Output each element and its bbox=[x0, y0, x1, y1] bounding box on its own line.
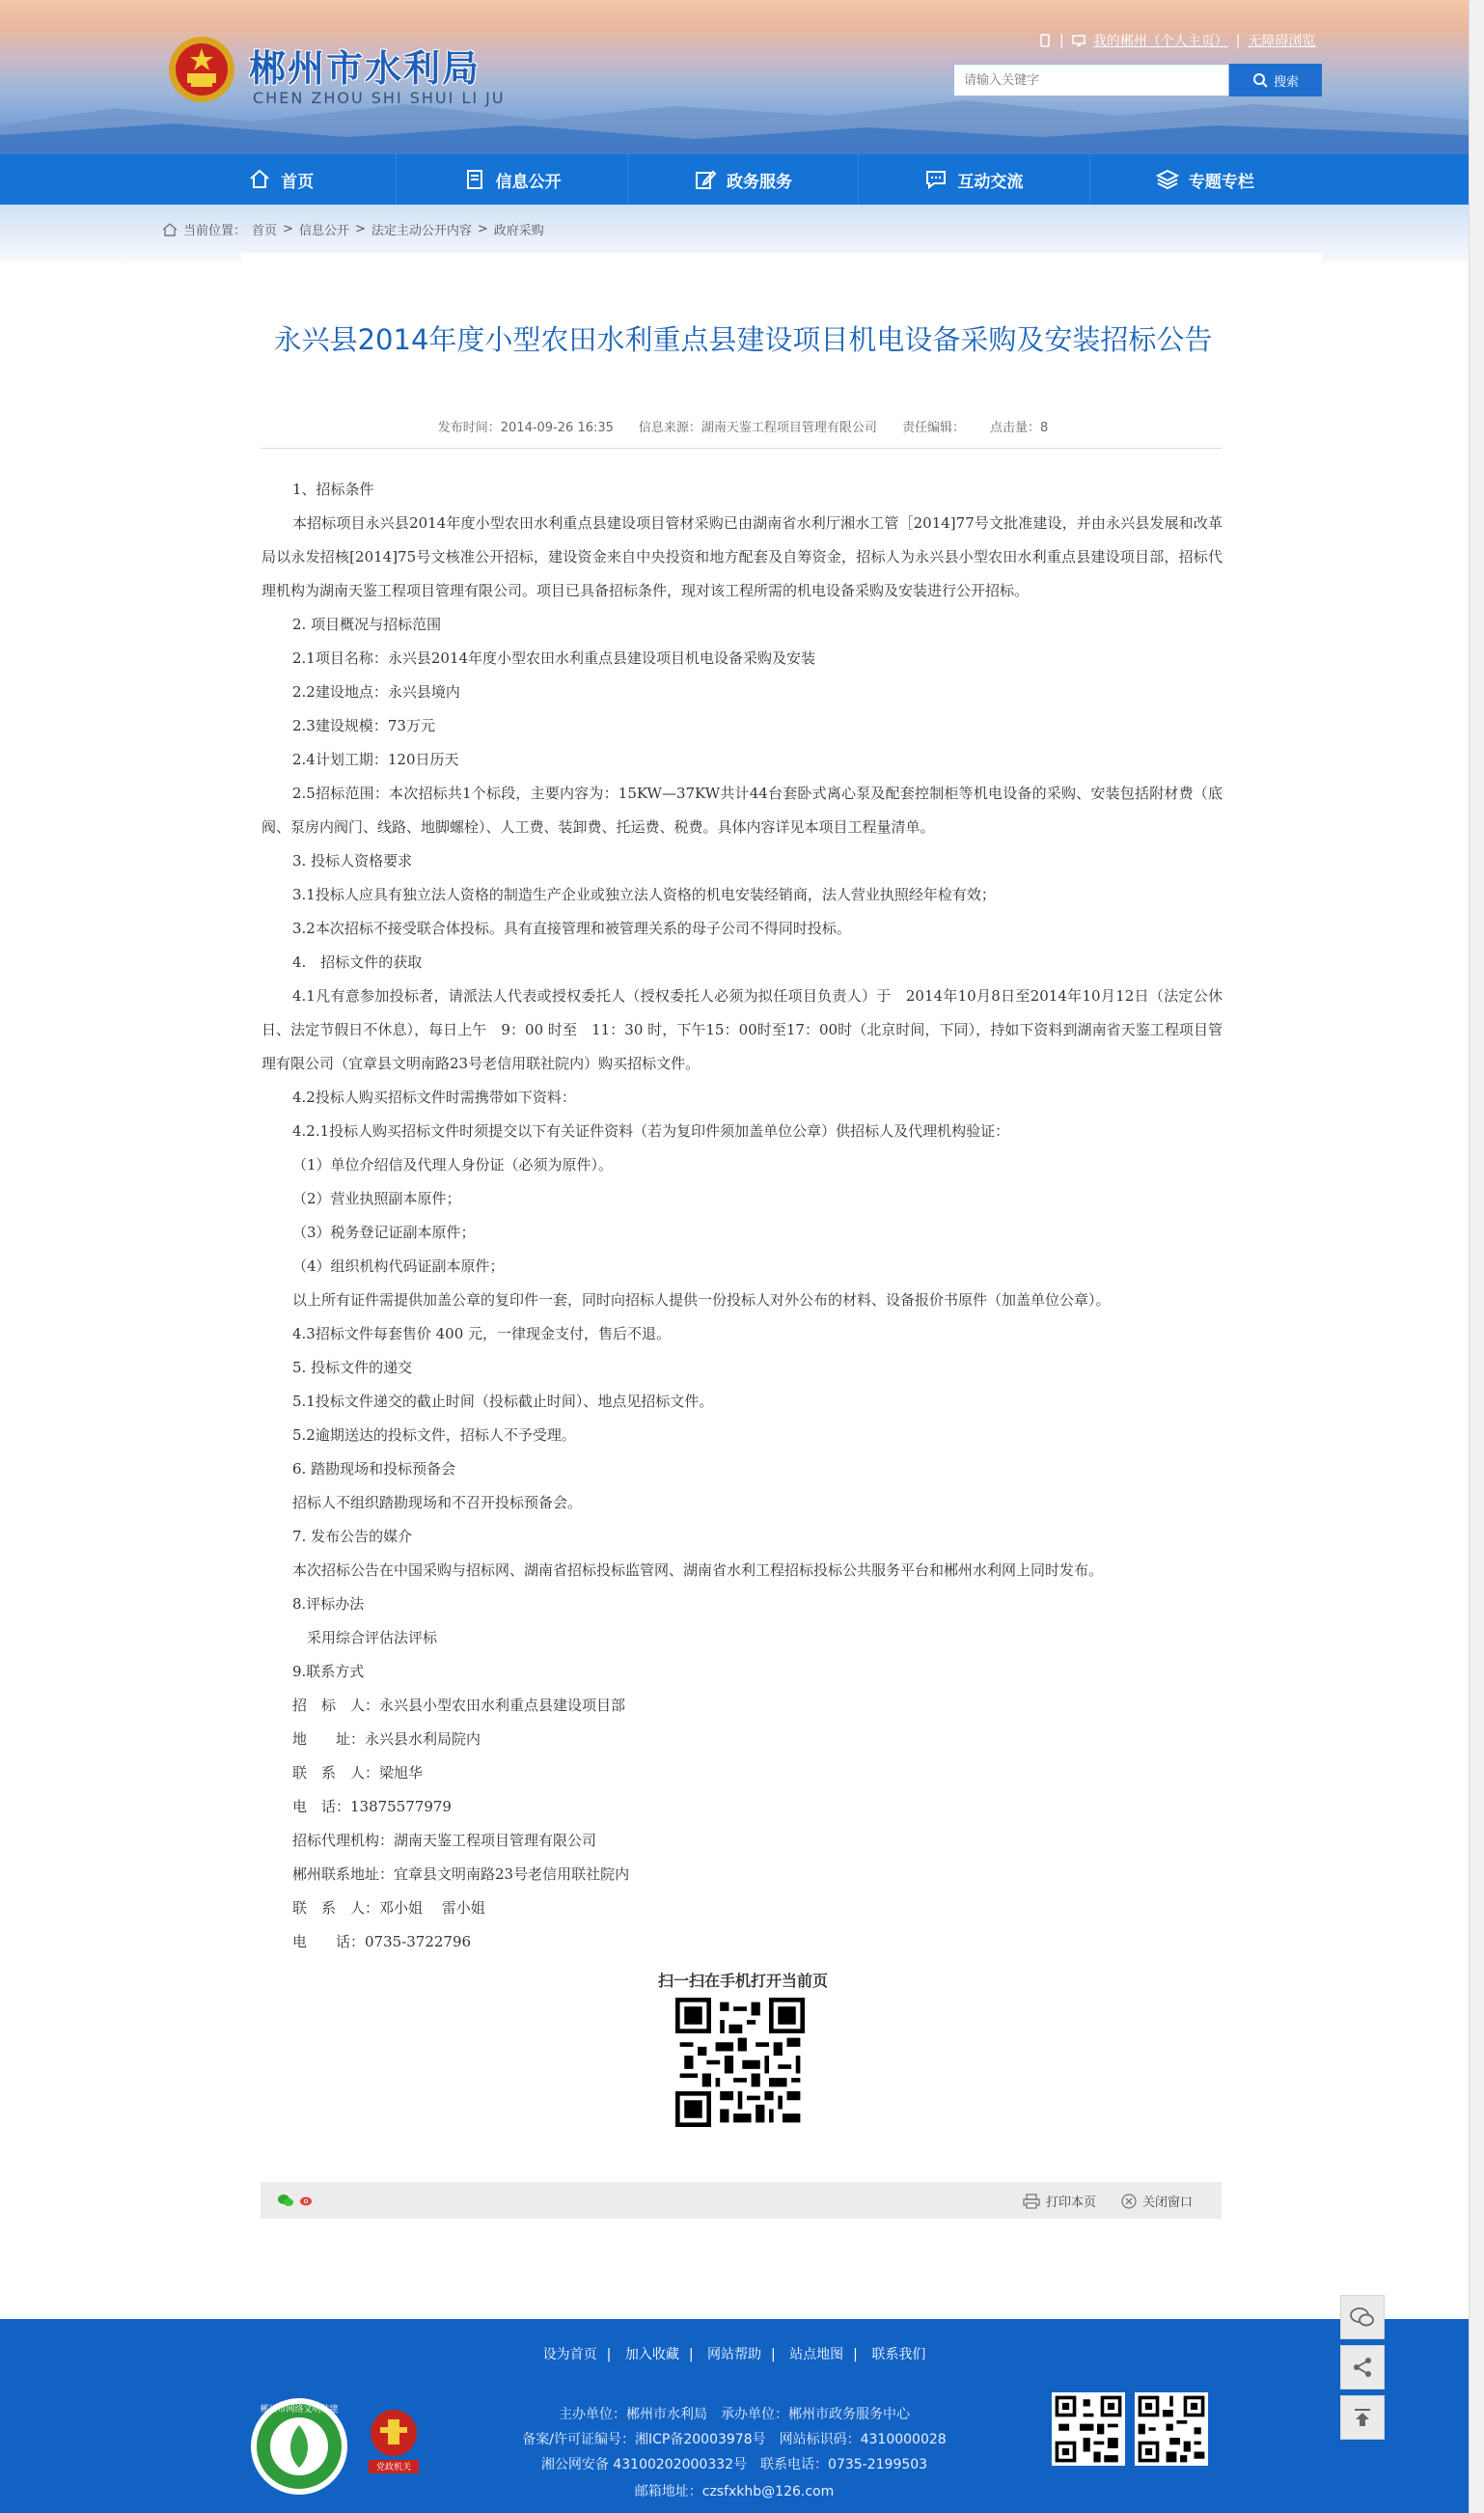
meta-divider bbox=[261, 448, 1222, 449]
paragraph: 3. 投标人资格要求 bbox=[292, 852, 413, 870]
paragraph: 2.2建设地点：永兴县境内 bbox=[292, 683, 460, 701]
paragraph: 电 话：0735-3722796 bbox=[292, 1933, 472, 1950]
footer-link-homepage[interactable]: 设为首页 bbox=[542, 2347, 597, 2362]
layers-icon bbox=[1156, 168, 1179, 191]
paragraph: 8.评标办法 bbox=[292, 1595, 365, 1613]
paragraph: 4.2投标人购买招标文件时需携带如下资料： bbox=[292, 1089, 576, 1106]
breadcrumb-prefix: 当前位置： bbox=[183, 224, 247, 238]
breadcrumb-legal[interactable]: 法定主动公开内容 bbox=[371, 224, 472, 238]
paragraph: 2.1项目名称：永兴县2014年度小型农田水利重点县建设项目机电设备采购及安装 bbox=[292, 649, 816, 667]
site-header bbox=[0, 0, 1469, 154]
click-count: 点击量：8 bbox=[989, 421, 1049, 435]
wechat-float-button[interactable] bbox=[1340, 2295, 1385, 2339]
paragraph: 7. 发布公告的媒介 bbox=[292, 1528, 413, 1545]
print-label: 打印本页 bbox=[1046, 2195, 1097, 2210]
printer-icon bbox=[1023, 2194, 1040, 2209]
paragraph: 郴州联系地址：宜章县文明南路23号老信用联社院内 bbox=[292, 1865, 630, 1883]
paragraph: 3.2本次招标不接受联合体投标。具有直接管理和被管理关系的母子公司不得同时投标。 bbox=[292, 920, 851, 937]
back-to-top-icon bbox=[1352, 2407, 1373, 2428]
home-icon bbox=[162, 223, 178, 236]
paragraph: 联 系 人：梁旭华 bbox=[292, 1764, 424, 1781]
paragraph: 电 话：13875577979 bbox=[292, 1798, 452, 1815]
paragraph: 招 标 人：永兴县小型农田水利重点县建设项目部 bbox=[292, 1697, 626, 1714]
badge1-text: 郴州市网络文明共建 bbox=[260, 2405, 339, 2415]
paragraph: 5.1投标文件递交的截止时间（投标截止时间）、地点见招标文件。 bbox=[292, 1393, 714, 1410]
paragraph: 采用综合评估法评标 bbox=[292, 1629, 438, 1646]
qr-caption: 扫一扫在手机打开当前页 bbox=[657, 1972, 828, 1990]
paragraph: 5. 投标文件的递交 bbox=[292, 1359, 413, 1376]
paragraph: 2. 项目概况与招标范围 bbox=[292, 616, 442, 633]
paragraph: （1）单位介绍信及代理人身份证（必须为原件）。 bbox=[292, 1156, 614, 1174]
paragraph: 2.4计划工期：120日历天 bbox=[292, 751, 459, 768]
share-float-button[interactable] bbox=[1340, 2345, 1385, 2389]
nav-item-interaction[interactable] bbox=[859, 154, 1089, 205]
site-subtitle: CHEN ZHOU SHI SHUI LI JU bbox=[253, 89, 506, 107]
search-button[interactable] bbox=[1229, 64, 1322, 97]
breadcrumb bbox=[162, 220, 544, 238]
nav-item-services[interactable] bbox=[628, 154, 859, 205]
qr-code-icon bbox=[675, 1998, 805, 2127]
breadcrumb-sep: > bbox=[477, 222, 488, 236]
wechat-share-icon[interactable] bbox=[278, 2194, 293, 2207]
footer-link-sitemap[interactable]: 站点地图 bbox=[789, 2347, 844, 2362]
paragraph: 3.1投标人应具有独立法人资格的制造生产企业或独立法人资格的机电安装经销商，法人营业执照经年检有效； bbox=[292, 886, 996, 903]
site-footer bbox=[0, 2319, 1469, 2513]
edit-icon bbox=[694, 168, 717, 191]
footer-links: 设为首页 | 加入收藏 | 网站帮助 | 站点地图 | 联系我们 bbox=[542, 2347, 926, 2362]
paragraph: 1、招标条件 bbox=[292, 481, 374, 498]
breadcrumb-procurement[interactable]: 政府采购 bbox=[493, 224, 544, 238]
info-source: 信息来源：湖南天鉴工程项目管理有限公司 bbox=[638, 421, 877, 435]
accessibility-link[interactable]: 无障碍浏览 bbox=[1248, 34, 1316, 49]
footer-police: 湘公网安备 43100202000332号 联系电话：0735-2199503 bbox=[540, 2457, 928, 2472]
responsible-editor: 责任编辑： bbox=[901, 421, 965, 435]
search-input[interactable] bbox=[954, 65, 1228, 96]
paragraph: 以上所有证件需提供加盖公章的复印件一套，同时向招标人提供一份投标人对外公布的材料、设备报价书原件（加盖单位公章）。 bbox=[292, 1291, 1111, 1309]
my-chenzhou-link[interactable]: 我的郴州（个人主页） bbox=[1092, 34, 1228, 49]
nav-label: 信息公开 bbox=[495, 172, 562, 192]
paragraph: 4.1凡有意参加投标者，请派法人代表或授权委托人（授权委托人必须为拟任项目负责人）于 2014年10月8日至2014年10月12日（法定公休日、法定节假日不休息），每日上午 9：00 时至 11：30 时，下午15：00时至17：00时（北京时间，下同），持如下资料到湖南省天鉴工程项目管理有限公司（宜章县文明南路23号老信用联社院内）购买招标文件。 bbox=[261, 987, 1223, 1072]
paragraph: （4）组织机构代码证副本原件； bbox=[292, 1257, 505, 1275]
nav-label: 首页 bbox=[281, 172, 315, 192]
nav-label: 政务服务 bbox=[727, 172, 793, 192]
paragraph: 4. 招标文件的获取 bbox=[292, 953, 423, 971]
document-icon bbox=[463, 168, 486, 191]
paragraph: 招标人不组织踏勘现场和不召开投标预备会。 bbox=[292, 1494, 583, 1511]
footer-email: 邮箱地址：czsfxkhb@126.com bbox=[634, 2484, 835, 2499]
paragraph: （2）营业执照副本原件； bbox=[292, 1190, 461, 1207]
nav-item-topics[interactable] bbox=[1090, 154, 1320, 205]
back-to-top-button[interactable] bbox=[1340, 2395, 1385, 2440]
search-box bbox=[953, 64, 1229, 97]
paragraph: 5.2逾期送达的投标文件，招标人不予受理。 bbox=[292, 1426, 576, 1444]
weibo-share-icon[interactable] bbox=[299, 2194, 313, 2207]
paragraph: 2.5招标范围：本次招标共1个标段，主要内容为：15KW—37KW共计44台套卧式离心泵及配套控制柜等机电设备的采购、安装包括附材费（底阀、泵房内阀门、线路、地脚螺栓）、人工费、装卸费、托运费、税费。具体内容详见本项目工程量清单。 bbox=[261, 785, 1223, 836]
search-icon bbox=[1252, 72, 1268, 88]
article-body bbox=[261, 473, 1223, 1959]
breadcrumb-home[interactable]: 首页 bbox=[252, 224, 278, 238]
paragraph: 6. 踏勘现场和投标预备会 bbox=[292, 1460, 456, 1477]
paragraph: 本次招标公告在中国采购与招标网、湖南省招标投标监管网、湖南省水利工程招标投标公共服务平台和郴州水利网上同时发布。 bbox=[292, 1561, 1104, 1579]
side-tools bbox=[1340, 2295, 1385, 2445]
publish-time: 发布时间：2014-09-26 16:35 bbox=[437, 421, 614, 435]
share-icon bbox=[1352, 2357, 1373, 2378]
mobile-icon[interactable] bbox=[1038, 34, 1052, 47]
national-emblem-icon bbox=[166, 33, 237, 106]
nav-item-home[interactable] bbox=[166, 154, 397, 205]
breadcrumb-info[interactable]: 信息公开 bbox=[298, 224, 349, 238]
footer-link-help[interactable]: 网站帮助 bbox=[707, 2347, 761, 2362]
footer-icp: 备案/许可证编号：湘ICP备20003978号 网站标识码：4310000028 bbox=[522, 2432, 947, 2447]
footer-qr-code-icon bbox=[1052, 2392, 1125, 2466]
main-nav bbox=[0, 154, 1469, 205]
breadcrumb-sep: > bbox=[354, 222, 366, 236]
paragraph: 地 址：永兴县水利局院内 bbox=[292, 1730, 481, 1748]
close-window-button[interactable] bbox=[1121, 2192, 1193, 2210]
monitor-icon bbox=[1072, 34, 1086, 47]
paragraph: 9.联系方式 bbox=[292, 1663, 365, 1680]
paragraph: 2.3建设规模：73万元 bbox=[292, 717, 435, 734]
badge2-text: 党政机关 bbox=[375, 2463, 412, 2472]
wechat-icon bbox=[1350, 2306, 1375, 2328]
nav-item-info[interactable] bbox=[397, 154, 627, 205]
page-scrollbar[interactable] bbox=[1469, 0, 1484, 2513]
search-button-label: 搜索 bbox=[1273, 74, 1299, 90]
footer-sponsor: 主办单位：郴州市水利局 承办单位：郴州市政务服务中心 bbox=[559, 2407, 910, 2422]
footer-qr-code-icon bbox=[1135, 2392, 1208, 2466]
nav-label: 互动交流 bbox=[957, 172, 1024, 192]
article-title: 永兴县2014年度小型农田水利重点县建设项目机电设备采购及安装招标公告 bbox=[273, 323, 1213, 356]
share-icons bbox=[278, 2194, 313, 2207]
chat-icon bbox=[924, 168, 948, 191]
site-title: 郴州市水利局 bbox=[249, 47, 481, 90]
paragraph: 联 系 人：邓小姐 雷小姐 bbox=[292, 1899, 485, 1917]
breadcrumb-sep: > bbox=[283, 222, 293, 236]
paragraph: 4.3招标文件每套售价 400 元，一律现金支付，售后不退。 bbox=[292, 1325, 672, 1342]
home-icon bbox=[248, 168, 271, 191]
close-label: 关闭窗口 bbox=[1142, 2195, 1194, 2210]
paragraph: 4.2.1投标人购买招标文件时须提交以下有关证件资料（若为复印件须加盖单位公章）供招标人及代理机构验证： bbox=[292, 1122, 1010, 1140]
top-links: | 我的郴州（个人主页） | 无障碍浏览 bbox=[1038, 31, 1315, 50]
paragraph: 招标代理机构：湖南天鉴工程项目管理有限公司 bbox=[292, 1832, 597, 1849]
paragraph: （3）税务登记证副本原件； bbox=[292, 1224, 476, 1241]
share-bar bbox=[261, 2182, 1222, 2219]
footer-link-contact[interactable]: 联系我们 bbox=[871, 2347, 926, 2362]
print-button[interactable] bbox=[1023, 2192, 1096, 2210]
close-icon bbox=[1121, 2194, 1137, 2209]
paragraph: 本招标项目永兴县2014年度小型农田水利重点县建设项目管材采购已由湖南省水利厅湘水工管［2014]77号文批准建设，并由永兴县发展和改革局以永发招核[2014]75号文核准公开招标，建设资金来自中央投资和地方配套及自筹资金，招标人为永兴县小型农田水利重点县建设项目部，招标代理机构为湖南天鉴工程项目管理有限公司。项目已具备招标条件，现对该工程所需的机电设备采购及安装进行公开招标。 bbox=[261, 514, 1223, 599]
footer-link-favorite[interactable]: 加入收藏 bbox=[624, 2347, 679, 2362]
article-meta bbox=[261, 417, 1225, 435]
nav-label: 专题专栏 bbox=[1188, 172, 1254, 192]
